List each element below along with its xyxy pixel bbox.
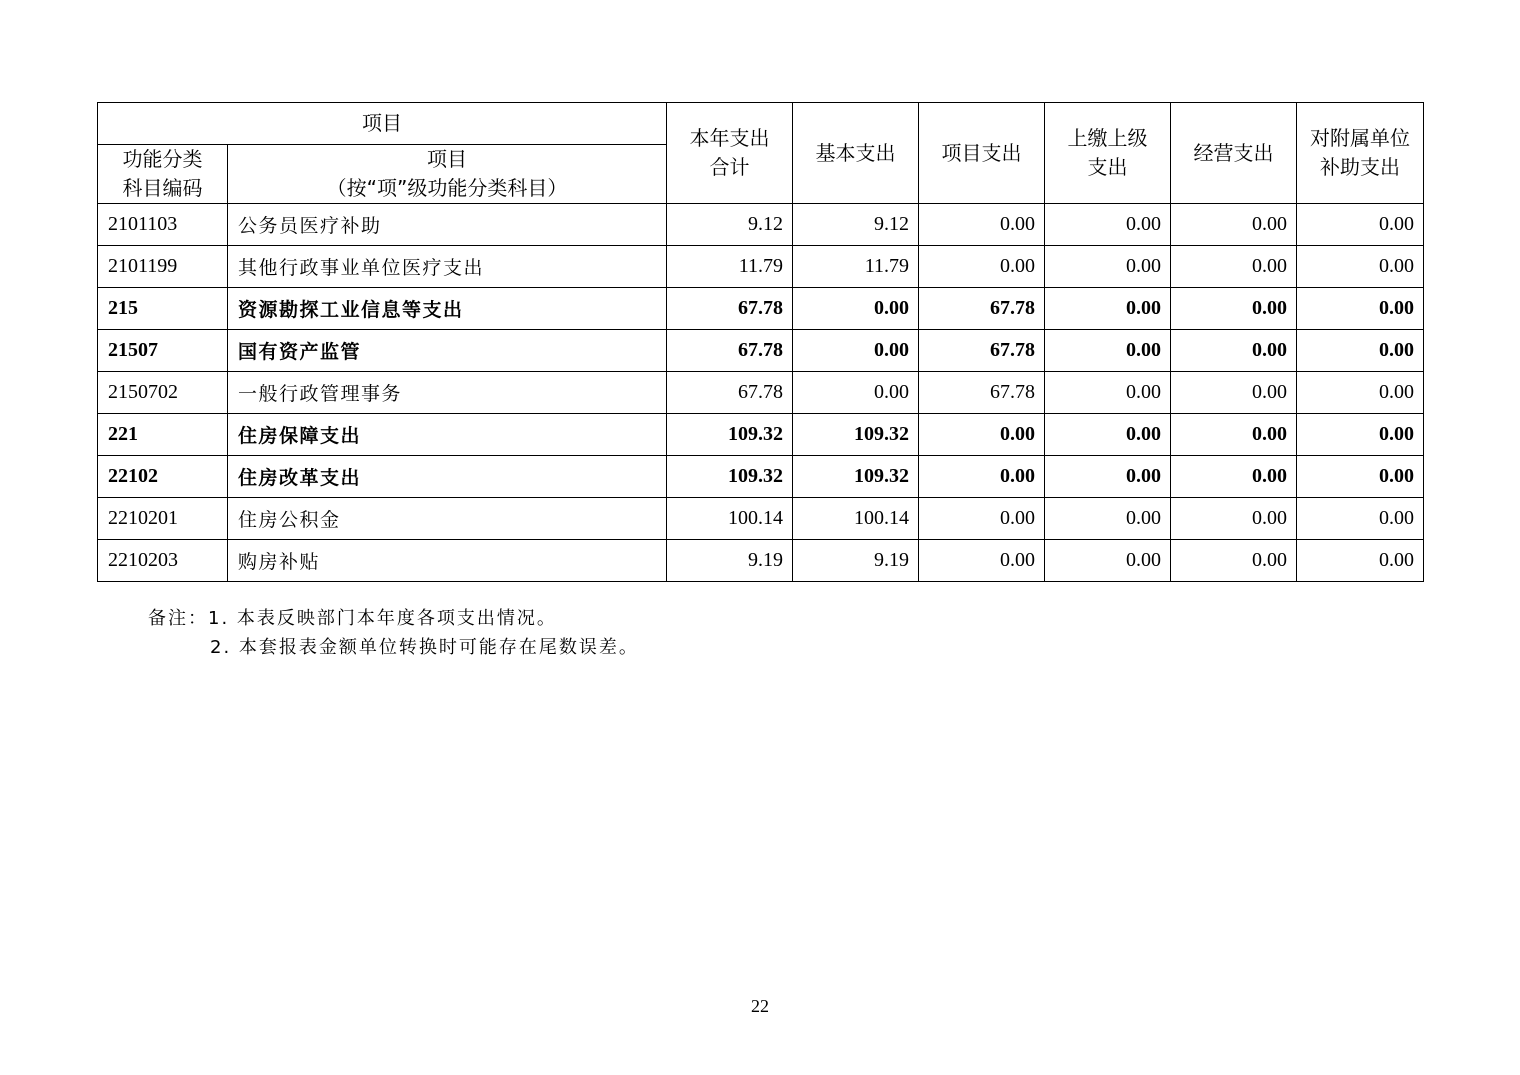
note-line-1: 备注：1. 本表反映部门本年度各项支出情况。 [148, 608, 557, 629]
cell-remit: 0.00 [1045, 540, 1171, 582]
header-code-line1: 功能分类 [122, 147, 203, 171]
cell-operating: 0.00 [1171, 204, 1297, 246]
header-basic: 基本支出 [793, 103, 919, 204]
cell-operating: 0.00 [1171, 246, 1297, 288]
cell-subsidiary: 0.00 [1297, 330, 1424, 372]
header-operating: 经营支出 [1171, 103, 1297, 204]
cell-operating: 0.00 [1171, 498, 1297, 540]
header-total-line2: 合计 [709, 155, 750, 179]
cell-name: 住房改革支出 [228, 456, 667, 498]
cell-operating: 0.00 [1171, 330, 1297, 372]
header-total-line1: 本年支出 [689, 126, 770, 150]
cell-project: 67.78 [919, 288, 1045, 330]
cell-operating: 0.00 [1171, 540, 1297, 582]
notes [148, 604, 639, 662]
cell-basic: 109.32 [793, 456, 919, 498]
header-name-line1: 项目 [427, 147, 467, 171]
cell-name: 其他行政事业单位医疗支出 [228, 246, 667, 288]
expenditure-table [97, 102, 1424, 582]
cell-total: 67.78 [667, 372, 793, 414]
cell-total: 67.78 [667, 330, 793, 372]
cell-basic: 9.19 [793, 540, 919, 582]
table-row [98, 456, 1424, 498]
cell-subsidiary: 0.00 [1297, 456, 1424, 498]
header-remit-line1: 上缴上级 [1067, 126, 1148, 150]
header-remit-line2: 支出 [1087, 155, 1128, 179]
cell-remit: 0.00 [1045, 456, 1171, 498]
cell-name: 一般行政管理事务 [228, 372, 667, 414]
cell-subsidiary: 0.00 [1297, 204, 1424, 246]
header-name [228, 145, 667, 204]
header-remit [1045, 103, 1171, 204]
header-group-item: 项目 [98, 103, 667, 145]
cell-subsidiary: 0.00 [1297, 372, 1424, 414]
table-header [98, 103, 1424, 204]
header-project: 项目支出 [919, 103, 1045, 204]
cell-code: 2101103 [98, 204, 228, 246]
cell-code: 221 [98, 414, 228, 456]
cell-subsidiary: 0.00 [1297, 246, 1424, 288]
cell-name: 资源勘探工业信息等支出 [228, 288, 667, 330]
cell-remit: 0.00 [1045, 330, 1171, 372]
cell-name: 购房补贴 [228, 540, 667, 582]
cell-operating: 0.00 [1171, 456, 1297, 498]
header-code [98, 145, 228, 204]
cell-basic: 0.00 [793, 330, 919, 372]
cell-code: 22102 [98, 456, 228, 498]
cell-project: 0.00 [919, 456, 1045, 498]
cell-total: 11.79 [667, 246, 793, 288]
cell-total: 100.14 [667, 498, 793, 540]
cell-name: 住房保障支出 [228, 414, 667, 456]
header-subsidiary-line2: 补助支出 [1320, 155, 1400, 179]
table-row [98, 288, 1424, 330]
cell-basic: 9.12 [793, 204, 919, 246]
cell-operating: 0.00 [1171, 414, 1297, 456]
cell-subsidiary: 0.00 [1297, 288, 1424, 330]
cell-total: 109.32 [667, 414, 793, 456]
table-row [98, 414, 1424, 456]
table-row [98, 246, 1424, 288]
cell-project: 0.00 [919, 204, 1045, 246]
cell-code: 2210203 [98, 540, 228, 582]
header-total [667, 103, 793, 204]
cell-basic: 109.32 [793, 414, 919, 456]
header-subsidiary [1297, 103, 1424, 204]
page-number: 22 [751, 996, 769, 1016]
table-row [98, 330, 1424, 372]
cell-total: 9.19 [667, 540, 793, 582]
cell-remit: 0.00 [1045, 372, 1171, 414]
cell-project: 0.00 [919, 540, 1045, 582]
cell-operating: 0.00 [1171, 288, 1297, 330]
cell-code: 2101199 [98, 246, 228, 288]
cell-subsidiary: 0.00 [1297, 540, 1424, 582]
table-row [98, 372, 1424, 414]
cell-basic: 11.79 [793, 246, 919, 288]
cell-remit: 0.00 [1045, 288, 1171, 330]
cell-remit: 0.00 [1045, 204, 1171, 246]
cell-basic: 0.00 [793, 288, 919, 330]
cell-remit: 0.00 [1045, 414, 1171, 456]
table-row [98, 204, 1424, 246]
note-line-2: 2. 本套报表金额单位转换时可能存在尾数误差。 [210, 637, 639, 658]
cell-basic: 100.14 [793, 498, 919, 540]
cell-project: 67.78 [919, 372, 1045, 414]
cell-subsidiary: 0.00 [1297, 414, 1424, 456]
cell-code: 2150702 [98, 372, 228, 414]
cell-basic: 0.00 [793, 372, 919, 414]
cell-name: 国有资产监管 [228, 330, 667, 372]
cell-subsidiary: 0.00 [1297, 498, 1424, 540]
cell-total: 9.12 [667, 204, 793, 246]
cell-code: 21507 [98, 330, 228, 372]
cell-project: 67.78 [919, 330, 1045, 372]
cell-total: 109.32 [667, 456, 793, 498]
table-row [98, 498, 1424, 540]
cell-project: 0.00 [919, 498, 1045, 540]
cell-code: 215 [98, 288, 228, 330]
header-name-line2: （按“项”级功能分类科目） [326, 176, 568, 200]
table-row [98, 540, 1424, 582]
cell-remit: 0.00 [1045, 246, 1171, 288]
cell-name: 公务员医疗补助 [228, 204, 667, 246]
cell-name: 住房公积金 [228, 498, 667, 540]
cell-total: 67.78 [667, 288, 793, 330]
cell-operating: 0.00 [1171, 372, 1297, 414]
cell-project: 0.00 [919, 414, 1045, 456]
header-subsidiary-line1: 对附属单位 [1310, 126, 1410, 150]
cell-project: 0.00 [919, 246, 1045, 288]
table-body [98, 204, 1424, 582]
cell-remit: 0.00 [1045, 498, 1171, 540]
header-code-line2: 科目编码 [122, 176, 203, 200]
cell-code: 2210201 [98, 498, 228, 540]
